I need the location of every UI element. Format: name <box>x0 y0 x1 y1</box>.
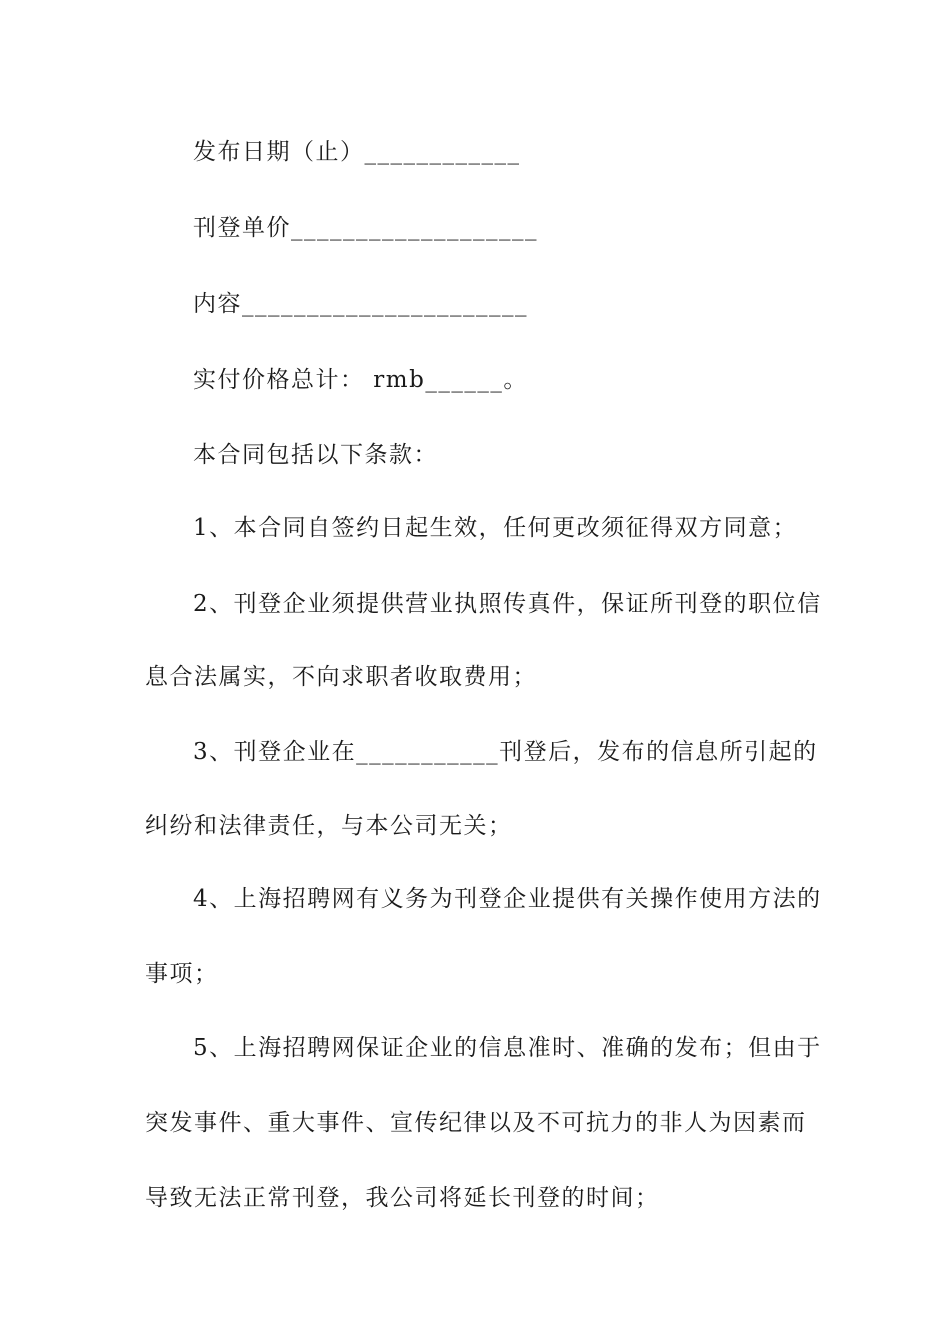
field-publish-date-end: 发布日期（止）____________ <box>193 139 521 165</box>
term-2-line-1: 2、刊登企业须提供营业执照传真件，保证所刊登的职位信 <box>193 591 822 617</box>
term-5-line-1: 5、上海招聘网保证企业的信息准时、准确的发布；但由于 <box>193 1035 822 1061</box>
field-content: 内容______________________ <box>193 291 528 317</box>
term-3-line-1: 3、刊登企业在___________刊登后，发布的信息所引起的 <box>193 739 818 765</box>
term-2-line-2: 息合法属实，不向求职者收取费用； <box>145 664 537 690</box>
term-5-line-2: 突发事件、重大事件、宣传纪律以及不可抗力的非人为因素而 <box>145 1110 807 1136</box>
term-5-line-3: 导致无法正常刊登，我公司将延长刊登的时间； <box>145 1185 660 1211</box>
term-1-line-1: 1、本合同自签约日起生效，任何更改须征得双方同意； <box>193 515 798 541</box>
term-4-line-1: 4、上海招聘网有义务为刊登企业提供有关操作使用方法的 <box>193 886 822 912</box>
term-3-line-2: 纠纷和法律责任，与本公司无关； <box>145 813 513 839</box>
terms-intro: 本合同包括以下条款： <box>193 442 438 468</box>
term-4-line-2: 事项； <box>145 961 219 987</box>
field-total-price: 实付价格总计： rmb______。 <box>193 367 528 393</box>
field-unit-price: 刊登单价___________________ <box>193 215 538 241</box>
